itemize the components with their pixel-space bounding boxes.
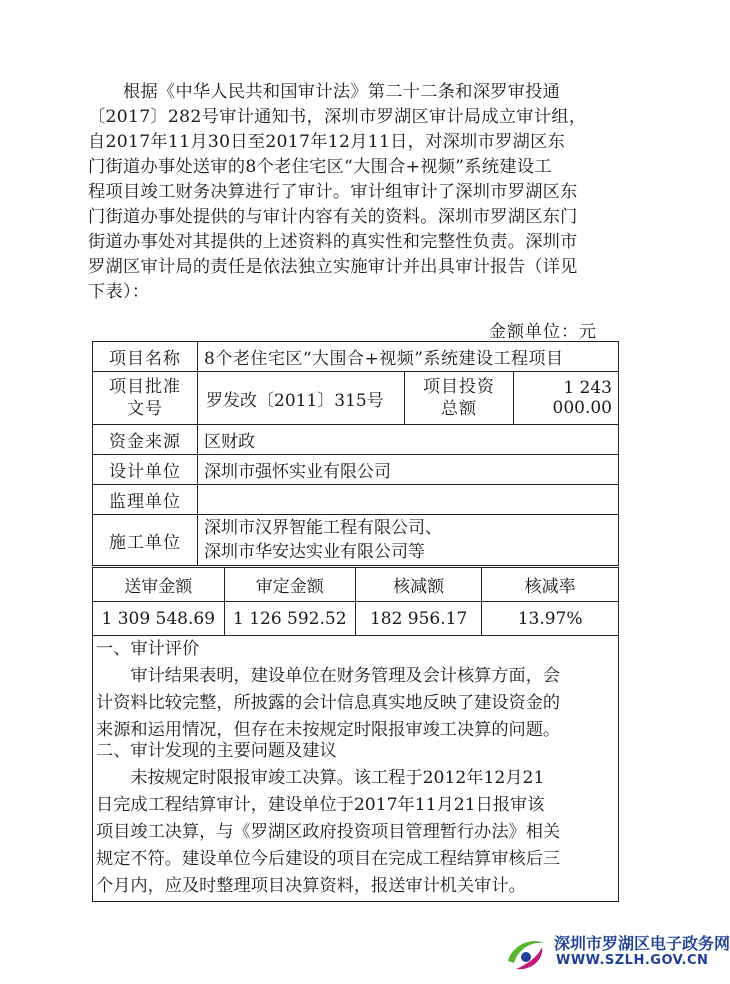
swirl-logo-icon	[502, 931, 550, 975]
investment-label-line: 项目投资	[423, 377, 495, 397]
site-watermark-logo	[496, 921, 730, 981]
intro-line: 自2017年11月30日至2017年12月11日，对深圳市罗湖区东	[88, 132, 566, 152]
intro-line: 罗湖区审计局的责任是依法独立实施审计并出具审计报告（详见	[88, 257, 578, 277]
construction-unit-value	[198, 515, 619, 566]
investment-label-line: 总额	[441, 399, 477, 419]
construction-unit-line: 深圳市华安达实业有限公司等	[204, 542, 425, 562]
section-line: 个月内，应及时整理项目决算资料，报送审计机关审计。	[96, 876, 526, 896]
header-reduction-rate: 核减率	[482, 568, 619, 602]
intro-line: 下表）：	[88, 282, 150, 302]
approval-label-line: 项目批准	[109, 377, 181, 397]
table-row	[93, 425, 619, 455]
section-line: 日完成工程结算审计，建设单位于2017年11月21日报审该	[96, 795, 545, 815]
section-line: 计资料比较完整，所披露的会计信息真实地反映了建设资金的	[96, 693, 561, 713]
section-line: 未按规定时限报审竣工决算。该工程于2012年12月21	[96, 768, 545, 788]
section-line: 规定不符。建设单位今后建设的项目在完成工程结算审核后三	[96, 849, 561, 869]
section-line: 来源和运用情况，但存在未按规定时限报审竣工决算的问题。	[96, 720, 561, 740]
intro-line: 街道办事处对其提供的上述资料的真实性和完整性负责。深圳市	[88, 232, 578, 252]
investment-label	[405, 372, 514, 425]
section-audit-findings	[96, 738, 616, 900]
intro-line: 门街道办事处提供的与审计内容有关的资料。深圳市罗湖区东门	[88, 207, 578, 227]
section-audit-evaluation	[96, 636, 616, 744]
design-unit-label: 设计单位	[93, 455, 198, 485]
table-row	[93, 372, 619, 425]
amount-unit-label: 金额单位：元	[489, 322, 597, 342]
construction-unit-line: 深圳市汉界智能工程有限公司、	[204, 518, 442, 538]
investment-total: 1 243 000.00	[514, 372, 619, 425]
intro-line: 根据《中华人民共和国审计法》第二十二条和深罗审投通	[88, 82, 561, 102]
site-url: WWW.SZLH.GOV.CN	[556, 953, 709, 968]
project-info-table	[92, 341, 619, 566]
supervision-unit-label: 监理单位	[93, 485, 198, 515]
approved-amount: 1 126 592.52	[224, 602, 356, 636]
intro-line: 〔2017〕282号审计通知书，深圳市罗湖区审计局成立审计组，	[88, 107, 587, 127]
header-submitted-amount: 送审金额	[93, 568, 225, 602]
header-approved-amount: 审定金额	[224, 568, 356, 602]
fund-source-label: 资金来源	[93, 425, 198, 455]
intro-paragraph	[88, 80, 624, 305]
site-title: 深圳市罗湖区电子政务网	[554, 934, 730, 953]
table-row	[93, 568, 619, 602]
approval-label-line: 文号	[127, 399, 163, 419]
submitted-amount: 1 309 548.69	[93, 602, 225, 636]
table-row	[93, 342, 619, 372]
table-row	[93, 485, 619, 515]
supervision-unit-value	[198, 485, 619, 515]
approval-number: 罗发改〔2011〕315号	[198, 372, 405, 425]
section-line: 审计结果表明，建设单位在财务管理及会计核算方面，会	[96, 666, 561, 686]
reduction-rate: 13.97%	[482, 602, 619, 636]
amount-table	[92, 567, 619, 636]
section-heading: 一、审计评价	[96, 639, 200, 659]
approval-label	[93, 372, 198, 425]
table-row	[93, 455, 619, 485]
design-unit-value: 深圳市强怀实业有限公司	[198, 455, 619, 485]
construction-unit-label: 施工单位	[93, 515, 198, 566]
table-row	[93, 515, 619, 566]
reduction-amount: 182 956.17	[356, 602, 482, 636]
section-heading: 二、审计发现的主要问题及建议	[96, 741, 337, 761]
header-reduction-amount: 核减额	[356, 568, 482, 602]
project-name-label: 项目名称	[93, 342, 198, 372]
project-name-value: 8个老住宅区“大围合+视频”系统建设工程项目	[198, 342, 619, 372]
section-line: 项目竣工决算，与《罗湖区政府投资项目管理暂行办法》相关	[96, 822, 561, 842]
intro-line: 门街道办事处送审的8个老住宅区“大围合+视频”系统建设工	[88, 157, 552, 177]
intro-line: 程项目竣工财务决算进行了审计。审计组审计了深圳市罗湖区东	[88, 182, 578, 202]
fund-source-value: 区财政	[198, 425, 619, 455]
